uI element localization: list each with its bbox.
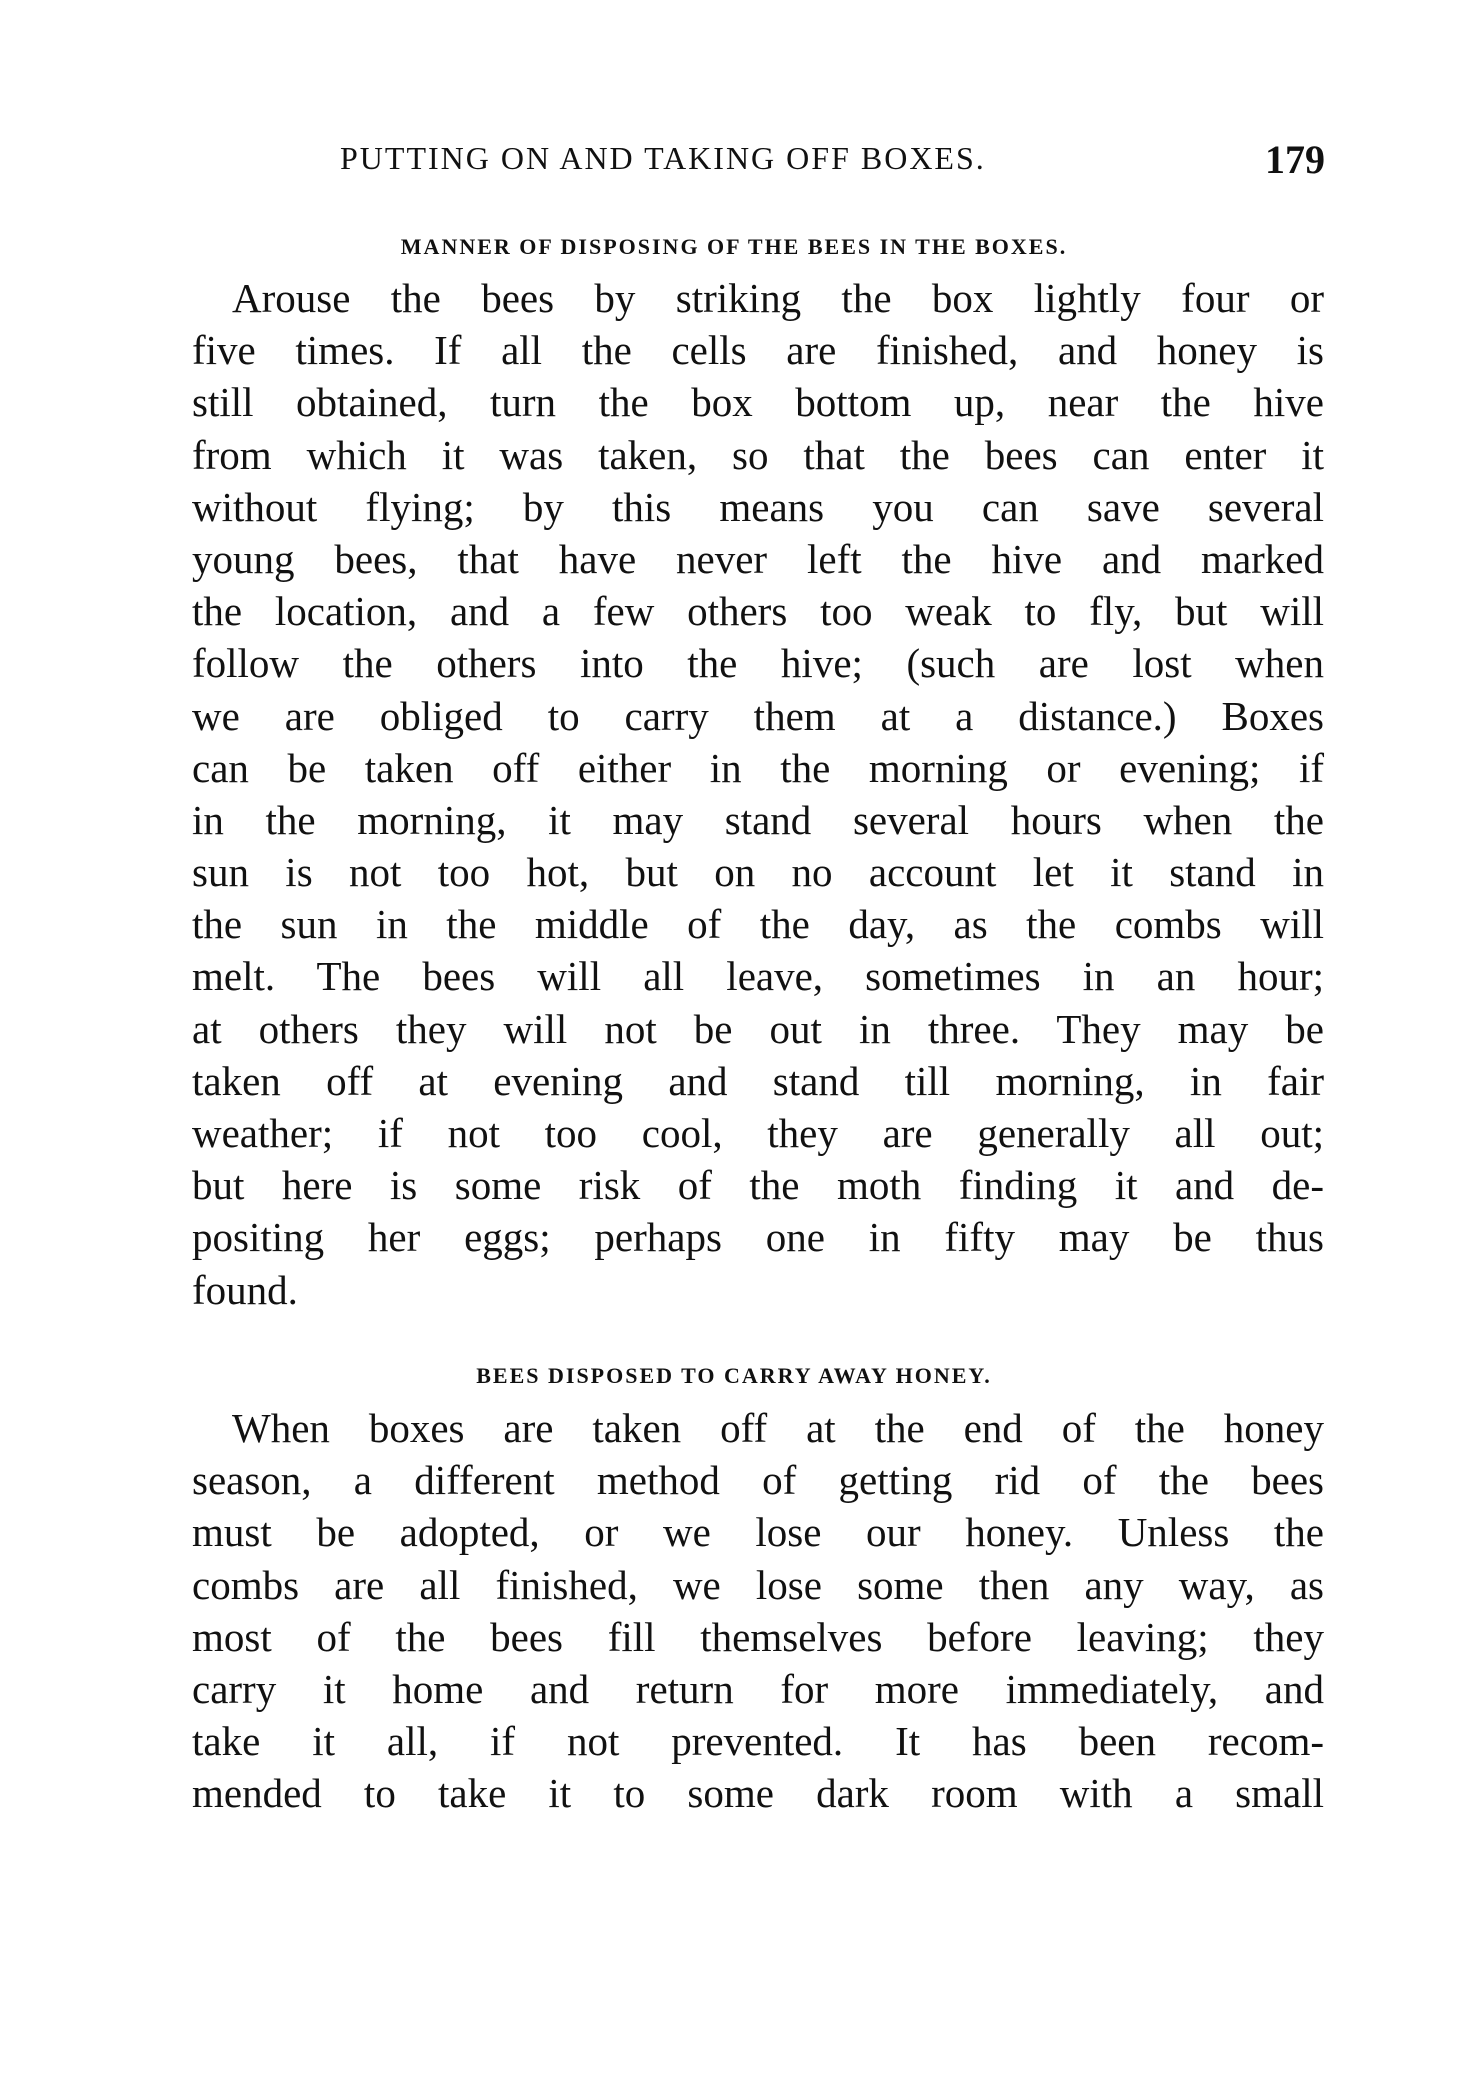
text-line: season, a different method of getting rid of the bees — [192, 1457, 1324, 1504]
text-line: Arouse the bees by striking the box lightly four or — [232, 275, 1324, 321]
text-line: at others they will not be out in three. They may be — [192, 1005, 1324, 1052]
running-head-title: PUTTING ON AND TAKING OFF BOXES. — [340, 140, 986, 176]
text-line: taken off at evening and stand till morning, in fair — [192, 1057, 1324, 1104]
page-number: 179 — [1265, 137, 1325, 182]
text-line: positing her eggs; perhaps one in fifty may be thus — [192, 1214, 1324, 1261]
text-line: can be taken off either in the morning or evening; if — [192, 744, 1324, 791]
text-line: melt. The bees will all leave, sometimes in an hour; — [192, 953, 1324, 1000]
text-line: the location, and a few others too weak to fly, but will — [192, 588, 1324, 635]
text-line: without flying; by this means you can save several — [192, 483, 1324, 530]
text-line: five times. If all the cells are finished, and honey is — [192, 327, 1324, 374]
text-line: the sun in the middle of the day, as the combs will — [192, 901, 1324, 948]
text-line: When boxes are taken off at the end of the honey — [232, 1405, 1324, 1451]
text-line: must be adopted, or we lose our honey. Unless the — [192, 1509, 1324, 1556]
text-line: in the morning, it may stand several hours when the — [192, 796, 1324, 843]
text-line: still obtained, turn the box bottom up, near the hive — [192, 379, 1324, 426]
section-heading-1: MANNER OF DISPOSING OF THE BEES IN THE BOXES. — [400, 234, 1068, 259]
text-line: but here is some risk of the moth finding it and de- — [192, 1162, 1324, 1209]
text-line: combs are all finished, we lose some then any way, as — [192, 1561, 1324, 1608]
section-heading-2: BEES DISPOSED TO CARRY AWAY HONEY. — [476, 1363, 992, 1388]
text-line: most of the bees fill themselves before leaving; they — [192, 1613, 1324, 1660]
text-line: carry it home and return for more immediately, and — [192, 1665, 1324, 1712]
text-line: mended to take it to some dark room with a small — [192, 1770, 1324, 1817]
paragraph-1 — [192, 272, 1324, 1316]
paragraph-2 — [192, 1402, 1324, 1820]
text-line: take it all, if not prevented. It has been recom- — [192, 1718, 1324, 1765]
text-line: follow the others into the hive; (such are lost when — [192, 640, 1324, 687]
text-line: sun is not too hot, but on no account let it stand in — [192, 849, 1324, 896]
text-line: from which it was taken, so that the bees can enter it — [192, 431, 1324, 478]
text-line: found. — [192, 1266, 298, 1313]
text-line: weather; if not too cool, they are generally all out; — [192, 1110, 1324, 1156]
text-line: we are obliged to carry them at a distance.) Boxes — [192, 692, 1324, 739]
text-line: young bees, that have never left the hive and marked — [192, 535, 1324, 582]
